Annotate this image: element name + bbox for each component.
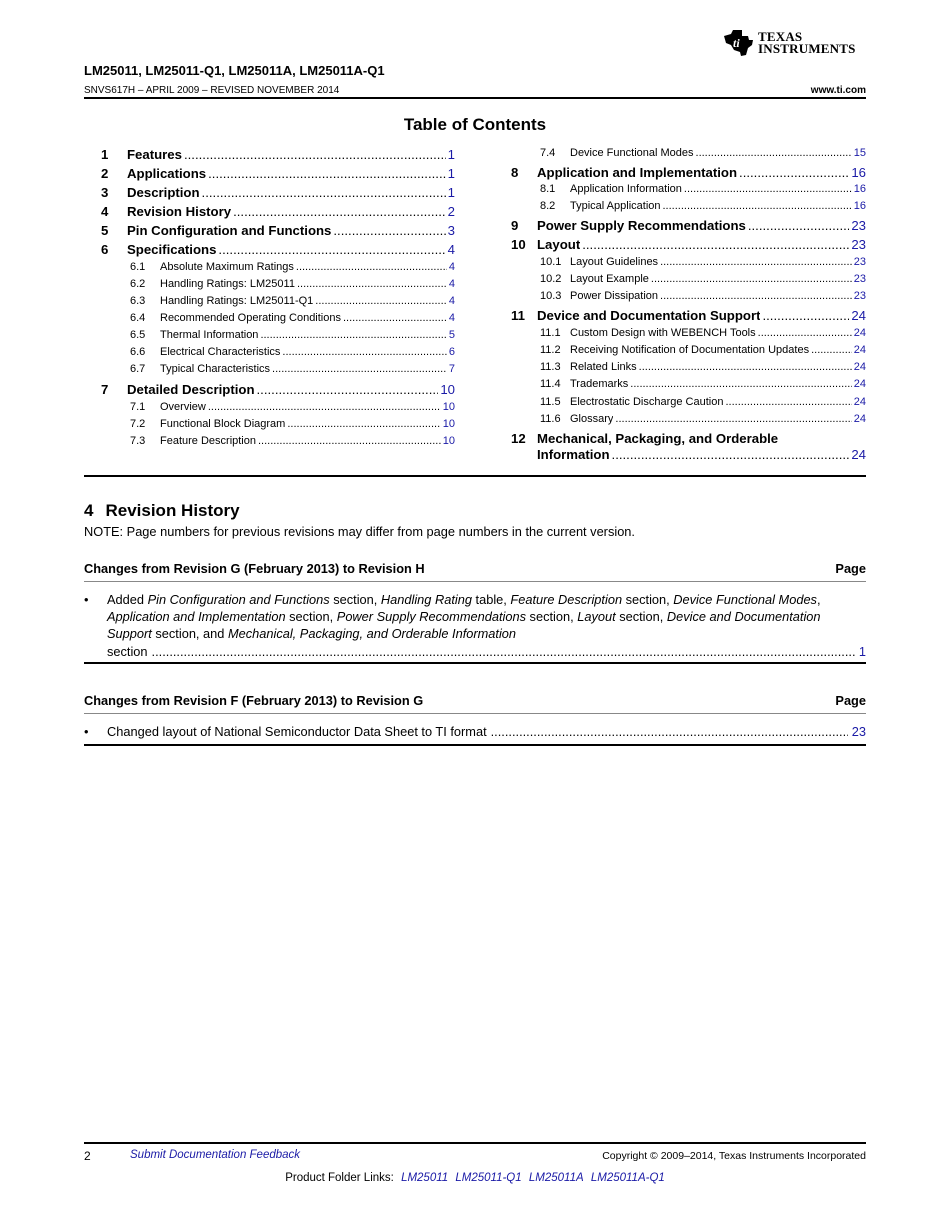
toc-entry-number: 3: [101, 185, 109, 200]
toc-entry[interactable]: [540, 183, 866, 195]
toc-entry-label: Receiving Notification of Documentation Updates: [570, 344, 810, 356]
toc-entry-page[interactable]: 24: [853, 361, 866, 373]
toc-entry[interactable]: [130, 346, 455, 358]
toc-entry[interactable]: [101, 185, 455, 200]
toc-title: Table of Contents: [403, 115, 547, 134]
toc-entry-number: 2: [101, 166, 109, 181]
toc-entry-page[interactable]: 16: [853, 200, 866, 212]
copyright: Copyright © 2009–2014, Texas Instruments Incorporated: [602, 1150, 866, 1162]
toc-entry[interactable]: [540, 396, 866, 408]
leader-dots: [208, 401, 441, 413]
toc-entry-page[interactable]: 24: [853, 413, 866, 425]
header-rule: [84, 97, 866, 99]
toc-entry-page[interactable]: 24: [853, 344, 866, 356]
leader-dots: [739, 165, 849, 180]
leader-dots: [663, 200, 852, 212]
toc-entry-label: Electrical Characteristics: [160, 346, 281, 358]
bullet-marker: •: [84, 592, 89, 607]
leader-dots: [233, 204, 446, 219]
change-heading-text: Changes from Revision G (February 2013) to Revision H: [84, 561, 425, 576]
leader-dots: [725, 396, 851, 408]
toc-entry-number: 6.3: [130, 295, 146, 307]
brand-line-1: TEXAS: [758, 29, 803, 44]
change-item-leader: [107, 643, 866, 660]
leader-dots: [612, 447, 850, 462]
toc-entry-page[interactable]: 10: [442, 435, 455, 447]
toc-entry-number: 11.4: [540, 378, 561, 390]
toc-entry-page[interactable]: 10: [440, 382, 455, 397]
change-item-fragment: Feature Description: [510, 592, 623, 607]
toc-entry-label: Related Links: [570, 361, 637, 373]
leader-dots: [639, 361, 852, 373]
toc-entry[interactable]: [101, 147, 455, 162]
change-item-fragment: Device Functional Modes: [673, 592, 817, 607]
toc-entry-page[interactable]: 1: [447, 166, 455, 181]
toc-entry-label: Description: [127, 185, 200, 200]
toc-entry[interactable]: [130, 312, 455, 324]
toc-entry-number: 8.2: [540, 200, 556, 212]
toc-entry-label: Power Dissipation: [570, 290, 659, 302]
leader-dots: [758, 327, 852, 339]
change-heading-h: [84, 561, 866, 576]
leader-dots: [651, 273, 852, 285]
leader-dots: [696, 147, 852, 159]
toc-entry-number: 5: [101, 223, 109, 238]
toc-entry-page[interactable]: 24: [853, 396, 866, 408]
website-link[interactable]: www.ti.com: [810, 85, 866, 96]
toc-entry-number: 6.5: [130, 329, 146, 341]
toc-entry-label: Revision History: [127, 204, 232, 219]
change-page-link[interactable]: 1: [858, 643, 866, 659]
change-item-fragment: section,: [622, 592, 674, 607]
toc-entry-number: 7.4: [540, 147, 556, 159]
change-item-fragment: section,: [285, 609, 337, 625]
leader-dots: [491, 723, 848, 740]
page-number: 2: [84, 1149, 91, 1163]
change-item-fragment: Device and Documentation Support: [107, 609, 821, 642]
leader-dots: [202, 185, 446, 200]
change-item-fragment: section,: [615, 609, 667, 625]
toc-entry-label: Device and Documentation Support: [537, 308, 761, 323]
toc-entry[interactable]: [130, 278, 455, 290]
toc-entry-label: Recommended Operating Conditions: [160, 312, 341, 324]
toc-entry[interactable]: [511, 308, 866, 323]
toc-entry-number: 8: [511, 165, 519, 180]
change-item-fragment: section, and: [151, 626, 228, 642]
toc-entry-page[interactable]: 6: [448, 346, 455, 358]
leader-dots: [615, 413, 851, 425]
toc-entry-page[interactable]: 23: [853, 273, 866, 285]
change-item-tail: section: [107, 643, 148, 659]
toc-entry-number: 7: [101, 382, 109, 397]
leader-dots: [748, 218, 849, 233]
toc-entry-number: 10.1: [540, 256, 562, 268]
toc-entry-label: Layout: [537, 237, 581, 252]
toc-entry-number: 11.3: [540, 361, 561, 373]
toc-entry-page[interactable]: 16: [851, 165, 866, 180]
toc-entry[interactable]: [540, 378, 866, 390]
product-link[interactable]: LM25011A: [528, 1172, 584, 1184]
change-end-rule: [84, 662, 866, 664]
toc-entry-label: Custom Design with WEBENCH Tools: [570, 327, 756, 339]
toc-entry-page[interactable]: 3: [447, 223, 455, 238]
toc-entry-page[interactable]: 16: [853, 183, 866, 195]
toc-entry-label: Layout Guidelines: [570, 256, 659, 268]
toc-entry-number: 10.2: [540, 273, 562, 285]
ti-logo: [722, 28, 856, 58]
change-item-fragment: Mechanical, Packaging, and Orderable Information: [227, 626, 517, 642]
toc-entry-page[interactable]: 24: [851, 308, 866, 323]
toc-entry[interactable]: [511, 237, 866, 252]
page-column-label: Page: [835, 561, 866, 576]
change-item: [84, 723, 866, 740]
change-heading-g: [84, 693, 866, 708]
toc-entry-page[interactable]: 23: [853, 290, 866, 302]
leader-dots: [296, 261, 447, 273]
change-item-fragment: section,: [526, 609, 578, 625]
toc-entry-page[interactable]: 4: [448, 295, 455, 307]
toc-entry-page[interactable]: 24: [851, 447, 866, 462]
leader-dots: [660, 256, 852, 268]
document-id: SNVS617H – APRIL 2009 – REVISED NOVEMBER 2014: [84, 85, 340, 96]
toc-entry-page[interactable]: 23: [853, 256, 866, 268]
change-item: [84, 591, 866, 660]
toc-entry-number: 7.1: [130, 401, 146, 413]
toc-entry-label: Mechanical, Packaging, and Orderable: [537, 431, 779, 446]
change-heading-rule: [84, 713, 866, 714]
toc-entry-page[interactable]: 4: [448, 261, 455, 273]
leader-dots: [315, 295, 447, 307]
svg-text:ti: ti: [733, 36, 740, 50]
leader-dots: [282, 346, 446, 358]
toc-entry-number: 7.3: [130, 435, 146, 447]
leader-dots: [152, 643, 855, 660]
toc-entry-page[interactable]: 10: [442, 401, 455, 413]
section-heading: [84, 501, 240, 521]
toc-entry[interactable]: [540, 273, 866, 285]
toc-entry[interactable]: [130, 418, 455, 430]
toc-entry-page[interactable]: 7: [448, 363, 455, 375]
toc-entry[interactable]: [540, 327, 866, 339]
ti-logo-icon: [722, 28, 756, 58]
footer-rule: [84, 1142, 866, 1144]
toc-entry[interactable]: [101, 242, 455, 257]
toc-entry-number: 11.6: [540, 413, 561, 425]
toc-entry[interactable]: [511, 431, 866, 462]
toc-entry-number: 6: [101, 242, 109, 257]
toc-entry[interactable]: [130, 435, 455, 447]
change-item-leader: [107, 723, 866, 740]
toc-entry-number: 11.5: [540, 396, 561, 408]
leader-dots: [333, 223, 445, 238]
toc-entry-label: Typical Application: [570, 200, 661, 212]
toc-entry-number: 6.7: [130, 363, 146, 375]
leader-dots: [660, 290, 852, 302]
toc-entry-page[interactable]: 23: [851, 218, 866, 233]
toc-entry-label: Overview: [160, 401, 206, 413]
toc-entry[interactable]: [101, 382, 455, 397]
leader-dots: [208, 166, 446, 181]
toc-entry-label: Trademarks: [570, 378, 629, 390]
toc-entry[interactable]: [511, 218, 866, 233]
leader-dots: [582, 237, 849, 252]
toc-entry-number: 4: [101, 204, 109, 219]
toc-entry[interactable]: [540, 256, 866, 268]
leader-dots: [811, 344, 852, 356]
brand-line-2: INSTRUMENTS: [758, 41, 856, 56]
toc-entry-label: Application Information: [570, 183, 682, 195]
change-item-fragment: Handling Rating: [380, 592, 472, 607]
product-link[interactable]: LM25011A-Q1: [590, 1172, 665, 1184]
toc-entry-label: Electrostatic Discharge Caution: [570, 396, 724, 408]
toc-entry-number: 10.3: [540, 290, 562, 302]
toc-entry-label: Application and Implementation: [537, 165, 738, 180]
change-page-link[interactable]: 23: [851, 724, 866, 739]
change-item-fragment: Added: [107, 592, 148, 607]
toc-entry-number: 10: [511, 237, 526, 252]
toc-entry-number: 7.2: [130, 418, 146, 430]
toc-entry-number: 1: [101, 147, 109, 162]
toc-entry-label: Handling Ratings: LM25011: [160, 278, 295, 290]
toc-entry[interactable]: [101, 204, 455, 219]
toc-entry-number: 6.2: [130, 278, 146, 290]
toc-entry[interactable]: [540, 413, 866, 425]
toc-entry-page[interactable]: 1: [447, 147, 455, 162]
change-item-text: [107, 591, 866, 643]
toc-entry[interactable]: [540, 200, 866, 212]
toc-entry-label: Glossary: [570, 413, 614, 425]
toc-entry-page[interactable]: 15: [853, 147, 866, 159]
toc-entry-page[interactable]: 10: [442, 418, 455, 430]
change-item-fragment: ,: [816, 592, 821, 607]
toc-entry-page[interactable]: 24: [853, 327, 866, 339]
toc-entry-number: 6.1: [130, 261, 146, 273]
toc-entry[interactable]: [101, 223, 455, 238]
leader-dots: [184, 147, 446, 162]
toc-entry-number: 12: [511, 431, 526, 446]
toc-entry-number: 11.2: [540, 344, 561, 356]
change-item-fragment: Pin Configuration and Functions: [147, 592, 330, 607]
leader-dots: [287, 418, 440, 430]
change-item-text: Changed layout of National Semiconductor Data Sheet to TI format: [107, 724, 487, 739]
feedback-link[interactable]: Submit Documentation Feedback: [130, 1149, 301, 1161]
toc-entry-number: 11.1: [540, 327, 561, 339]
change-heading-text: Changes from Revision F (February 2013) to Revision G: [84, 693, 424, 708]
leader-dots: [260, 329, 446, 341]
leader-dots: [630, 378, 851, 390]
revision-note: NOTE: Page numbers for previous revisions may differ from page numbers in the current version.: [84, 524, 635, 539]
leader-dots: [297, 278, 447, 290]
change-item-fragment: table,: [471, 592, 511, 607]
bullet-marker: •: [84, 724, 89, 739]
toc-entry-page[interactable]: 4: [447, 242, 455, 257]
toc-bottom-rule: [84, 475, 866, 477]
toc-entry[interactable]: [130, 401, 455, 413]
toc-entry-label: Handling Ratings: LM25011-Q1: [160, 295, 314, 307]
toc-entry-label: Detailed Description: [127, 382, 255, 397]
toc-entry[interactable]: [101, 166, 455, 181]
toc-entry-label: Absolute Maximum Ratings: [160, 261, 294, 273]
toc-entry[interactable]: [540, 344, 866, 356]
leader-dots: [684, 183, 852, 195]
toc-entry-label: Feature Description: [160, 435, 256, 447]
part-numbers: LM25011, LM25011-Q1, LM25011A, LM25011A-Q1: [84, 63, 385, 78]
toc-entry-number: 8.1: [540, 183, 556, 195]
leader-dots: [218, 242, 445, 257]
section-title: Revision History: [105, 501, 240, 520]
leader-dots: [762, 308, 849, 323]
toc-entry-page[interactable]: 4: [448, 278, 455, 290]
toc-entry-page[interactable]: 23: [851, 237, 866, 252]
toc-entry-number: 6.6: [130, 346, 146, 358]
product-folder-label: Product Folder Links:: [285, 1172, 394, 1184]
leader-dots: [258, 435, 441, 447]
toc-entry-label: Features: [127, 147, 182, 162]
toc-entry-page[interactable]: 1: [447, 185, 455, 200]
toc-entry-label: Device Functional Modes: [570, 147, 694, 159]
toc-entry-page[interactable]: 24: [853, 378, 866, 390]
change-item-fragment: Application and Implementation: [107, 609, 286, 625]
toc-entry-page[interactable]: 4: [448, 312, 455, 324]
toc-entry[interactable]: [130, 295, 455, 307]
change-end-rule: [84, 744, 866, 746]
toc-entry-label: Typical Characteristics: [160, 363, 271, 375]
toc-entry[interactable]: [511, 165, 866, 180]
change-item-fragment: Power Supply Recommendations: [336, 609, 526, 625]
section-number: 4: [84, 501, 94, 520]
toc-entry-number: 9: [511, 218, 519, 233]
toc-entry-label: Functional Block Diagram: [160, 418, 286, 430]
toc-entry-label: Pin Configuration and Functions: [127, 223, 332, 238]
toc-entry[interactable]: [130, 329, 455, 341]
toc-entry-number: 6.4: [130, 312, 146, 324]
toc-entry-label: Thermal Information: [160, 329, 259, 341]
toc-entry-label: Power Supply Recommendations: [537, 218, 746, 233]
toc-entry-label-cont: Information: [537, 447, 610, 462]
product-link[interactable]: LM25011-Q1: [455, 1172, 522, 1184]
leader-dots: [257, 382, 439, 397]
toc-entry[interactable]: [130, 363, 455, 375]
toc-entry-label: Layout Example: [570, 273, 649, 285]
toc-entry[interactable]: [540, 361, 866, 373]
product-folder-links: [0, 1172, 950, 1184]
toc-entry-label: Applications: [127, 166, 207, 181]
leader-dots: [343, 312, 447, 324]
toc-entry-label: Specifications: [127, 242, 217, 257]
toc-entry[interactable]: [130, 261, 455, 273]
change-heading-rule: [84, 581, 866, 582]
leader-dots: [272, 363, 447, 375]
product-link[interactable]: LM25011: [401, 1172, 449, 1184]
change-item-fragment: section,: [329, 592, 381, 607]
toc-entry-page[interactable]: 2: [447, 204, 455, 219]
toc-entry[interactable]: [540, 290, 866, 302]
toc-entry[interactable]: [540, 147, 866, 159]
page-column-label: Page: [835, 693, 866, 708]
change-item-fragment: Layout: [577, 609, 616, 625]
toc-entry-number: 11: [511, 308, 525, 323]
toc-entry-page[interactable]: 5: [448, 329, 455, 341]
